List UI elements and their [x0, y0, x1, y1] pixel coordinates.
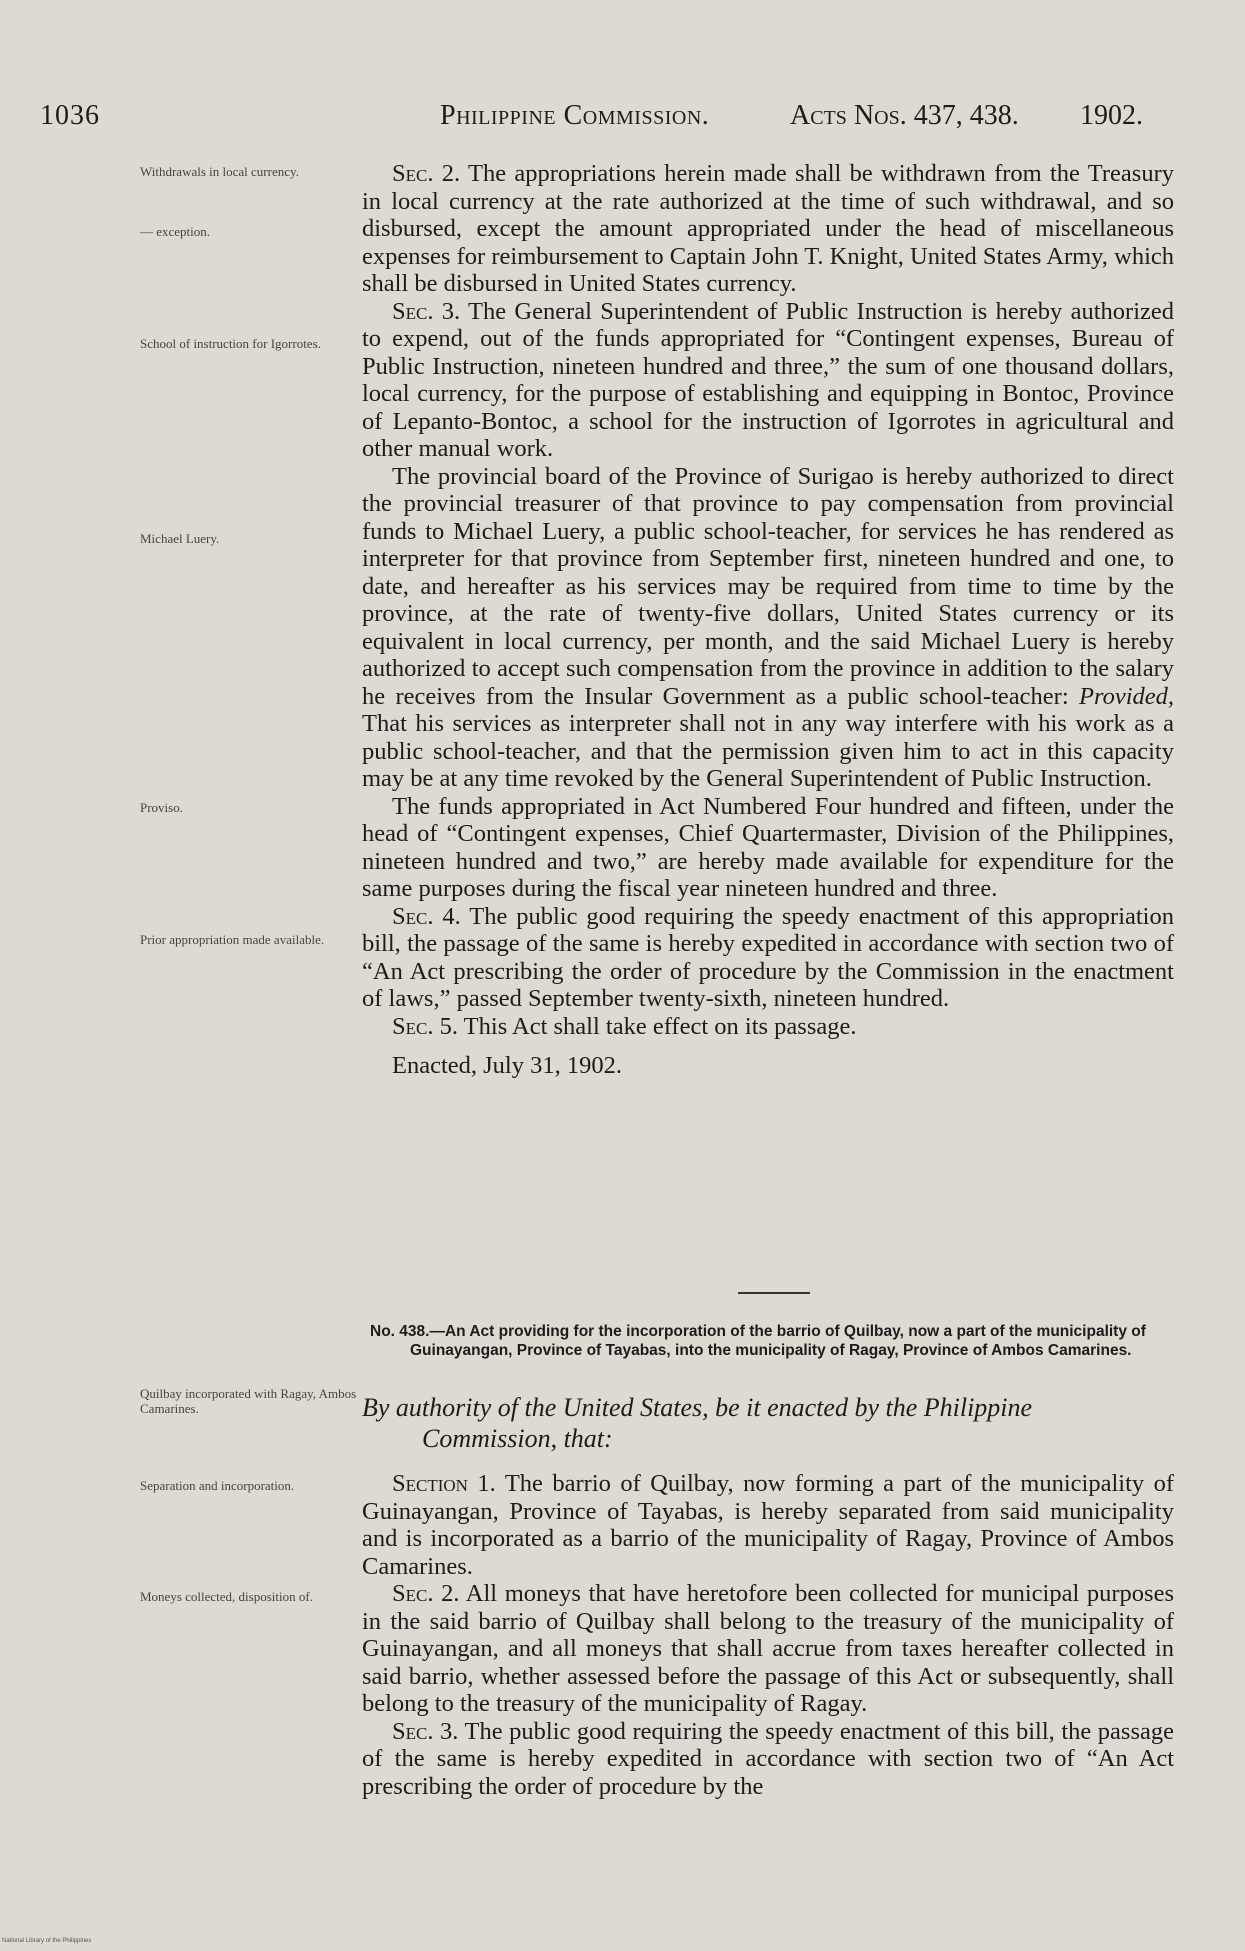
margin-note-luery: Michael Luery.	[140, 531, 220, 546]
header-title: Philippine Commission.	[440, 100, 710, 131]
margin-note-exception: — exception.	[140, 224, 211, 239]
paragraph-text: The provincial board of the Province of Surigao is hereby authorized to direct the provincial treasurer of that province to pay compensation from provincial funds to Michael Luery, a public school-teacher, for services he has rendered as interpreter for that province from September first, nineteen hundred and one, to date, and hereafter as his services may be required from time to time by the province, at the rate of twenty-five dollars, United States currency or its equivalent in local currency, per month, and the said Michael Luery is hereby authorized to accept such compensation from the province in addition to the salary he receives from the Insular Government as a public school-teacher:	[362, 462, 1174, 710]
act-438-heading	[370, 1322, 1178, 1360]
paragraph-text: That his services as interpreter shall not in any way interfere with his work as a public school-teacher, and that the permission given him to act in this capacity may be at any time revoked by the General Superintendent of Public Instruction.	[362, 710, 1174, 792]
margin-note-prior: Prior appropriation made available.	[140, 932, 325, 947]
page-number: 1036	[40, 100, 100, 131]
section-label: Sec. 3.	[392, 297, 461, 325]
library-footer: National Library of the Philippines	[2, 1938, 92, 1944]
section-label: Sec. 2.	[392, 160, 461, 187]
section-label: Sec. 5.	[392, 1012, 458, 1040]
margin-note-separation: Separation and incorporation.	[140, 1478, 295, 1493]
section-label: Section 1.	[392, 1470, 496, 1497]
margin-note-quilbay: Quilbay incorporated with Ragay, Ambos Camarines.	[140, 1386, 357, 1416]
paragraph-text: The funds appropriated in Act Numbered Four hundred and fifteen, under the head of “Contingent expenses, Chief Quartermaster, Division of the Philippines, nineteen hundred and two,” are hereby made available for expenditure for the same purposes during the fiscal year nineteen hundred and three.	[362, 792, 1174, 902]
margin-note-moneys: Moneys collected, disposition of.	[140, 1589, 313, 1604]
section-text: The public good requiring the speedy enactment of this bill, the passage of the same is hereby expedited in accordance with section two of “An Act prescribing the order of procedure by the	[362, 1717, 1174, 1800]
section-paragraph	[362, 1013, 1174, 1041]
section-paragraph	[362, 1718, 1174, 1801]
section-label: Sec. 4.	[392, 902, 461, 930]
enacting-line: Commission, that:	[422, 1424, 613, 1453]
section-label: Sec. 2.	[392, 1580, 460, 1607]
margin-note-proviso: Proviso.	[140, 800, 183, 815]
enacting-clause	[362, 1392, 1174, 1454]
act-title: —An Act providing for the incorporation of the barrio of Quilbay, now a part of the municipality of Guinayangan, Province of Tayabas, into the municipality of Ragay, Province of Ambos Camarines.	[410, 1323, 1146, 1359]
section-divider	[738, 1292, 810, 1294]
section-label: Sec. 3.	[392, 1717, 459, 1745]
section-paragraph	[362, 1580, 1174, 1718]
section-paragraph	[362, 903, 1174, 1013]
proviso-word: Provided,	[1078, 682, 1175, 710]
section-paragraph	[362, 160, 1174, 298]
section-text: The General Superintendent of Public Instruction is hereby authorized to expend, out of the funds appropriated for “Contingent expenses, Bureau of Public Instruction, nineteen hundred and three,” the sum of one thousand dollars, local currency, for the purpose of establishing and equipping in Bontoc, Province of Lepanto-Bontoc, a school for the instruction of Igorrotes in agricultural and other manual work.	[362, 297, 1174, 462]
act-number: No. 438.	[370, 1323, 430, 1340]
section-text: All moneys that have heretofore been collected for municipal purposes in the said barrio of Quilbay shall belong to the treasury of the municipality of Guinayangan, and all moneys that shall accrue from taxes hereafter collected in said barrio, whether assessed before the passage of this Act or subsequently, shall belong to the treasury of the municipality of Ragay.	[362, 1580, 1175, 1717]
section-text: The barrio of Quilbay, now forming a part of the municipality of Guinayangan, Province of Tayabas, is hereby separated from said municipality and is incorporated as a barrio of the municipality of Ragay, Province of Ambos Camarines.	[362, 1470, 1175, 1580]
header-acts: Acts Nos. 437, 438.	[790, 100, 1019, 131]
enacted-date: Enacted, July 31, 1902.	[392, 1052, 622, 1079]
section-text: The public good requiring the speedy enactment of this appropriation bill, the passage of the same is hereby expedited in accordance with section two of “An Act prescribing the order of procedure by the Commission in the enactment of laws,” passed September twenty-sixth, nineteen hundred.	[362, 902, 1174, 1012]
act-438-text	[362, 1470, 1174, 1800]
header-year: 1902.	[1080, 100, 1143, 131]
section-paragraph	[362, 1470, 1174, 1580]
paragraph	[362, 463, 1174, 793]
section-paragraph	[362, 298, 1174, 463]
paragraph	[362, 793, 1174, 903]
section-text: The appropriations herein made shall be withdrawn from the Treasury in local currency at the rate authorized at the time of such withdrawal, and so disbursed, except the amount appropriated under the head of miscellaneous expenses for reimbursement to Captain John T. Knight, United States Army, which shall be disbursed in United States currency.	[362, 160, 1174, 297]
margin-note-school: School of instruction for Igorrotes.	[140, 336, 321, 351]
act-437-text	[362, 160, 1174, 1080]
margin-note-withdrawals: Withdrawals in local currency.	[140, 164, 299, 179]
section-text: This Act shall take effect on its passage.	[463, 1012, 857, 1040]
enacting-line: By authority of the United States, be it enacted by the Philippine	[362, 1393, 1033, 1422]
